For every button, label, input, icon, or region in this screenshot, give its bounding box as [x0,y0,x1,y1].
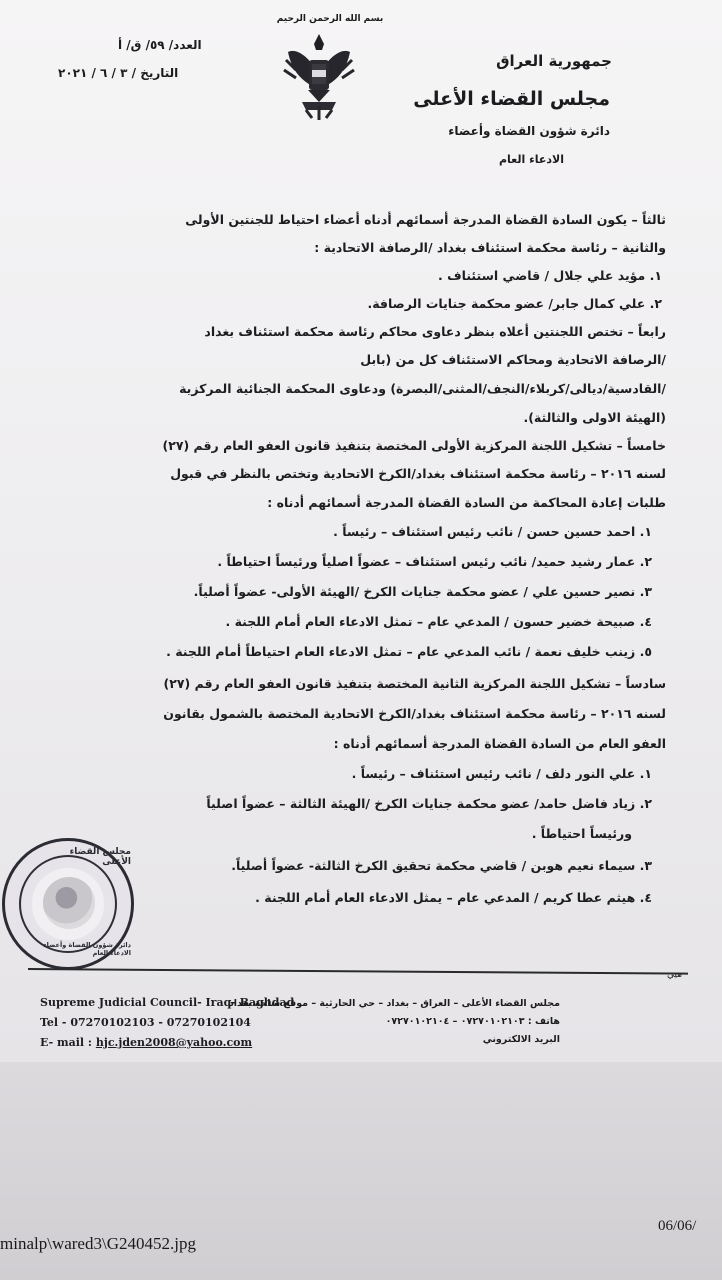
footer-org-english: Supreme Judicial Council- Iraq- Baghdad [40,996,295,1009]
body-line: ٢. عمار رشيد حميد/ نائب رئيس استئناف – عضواً اصلياً ورئيساً احتياطاً . [217,554,652,569]
body-line: ١. علي النور دلف / نائب رئيس استئناف – رئيساً . [351,766,652,781]
scan-file-path: minalp\wared3\G240452.jpg [0,1234,196,1253]
body-line: العفو العام من السادة القضاة المدرجة أسمائهم أدناه : [333,736,666,751]
scan-date: 06/06/ [658,1218,697,1234]
body-line: والثانية – رئاسة محكمة استئناف بغداد /الرصافة الاتحادية : [314,240,666,255]
footer-phone-arabic: هاتف : ٠٧٢٧٠١٠٢١٠٣ – ٠٧٢٧٠١٠٢١٠٤ [385,1016,560,1027]
body-line: سادساً – تشكيل اللجنة المركزية الثانية المختصة بتنفيذ قانون العفو العام رقم (٢٧) [163,676,666,691]
body-line: ورئيساً احتياطاً . [531,826,632,841]
iraq-eagle-emblem-icon [282,30,356,122]
body-line: ٤. صبيحة خضير حسون / المدعي عام – تمثل الادعاء العام أمام اللجنة . [225,614,652,629]
reference-number: العدد/ ٥٩/ ق/ أ [118,38,202,52]
country-title: جمهورية العراق [496,52,612,70]
body-line: ١. مؤيد علي جلال / قاضي استئناف . [438,268,662,283]
side-note: هيي [667,970,682,980]
seal-bottom-text: دائرة شؤون القضاة وأعضاء الادعاء العام [43,941,131,957]
seal-emblem-icon [43,877,95,929]
body-line: ٣. سيماء نعيم هوبن / قاضي محكمة تحقيق الكرخ الثالثة- عضواً أصلياً. [231,858,652,873]
body-line: رابعاً – تختص اللجنتين أعلاه بنظر دعاوى محاكم رئاسة محكمة استئناف بغداد [204,324,666,339]
body-line: ٢. زياد فاضل حامد/ عضو محكمة جنايات الكرخ /الهيئة الثالثة – عضواً اصلياً [206,796,652,811]
body-line: ١. احمد حسين حسن / نائب رئيس استئناف – رئيساً . [333,524,652,539]
body-line: ٣. نصير حسين علي / عضو محكمة جنايات الكرخ /الهيئة الأولى- عضواً أصلياً. [193,584,652,599]
body-line: لسنه ٢٠١٦ – رئاسة محكمة استئناف بغداد/الكرخ الاتحادية وتختص بالنظر في قبول [170,466,666,481]
body-line: (الهيئة الاولى والثالثة). [523,410,666,425]
body-line: ثالثاً – يكون السادة القضاة المدرجة أسمائهم أدناه أعضاء احتياط للجنتين الأولى [185,212,666,227]
body-line: خامساً – تشكيل اللجنة المركزية الأولى المختصة بتنفيذ قانون العفو العام رقم (٢٧) [162,438,666,453]
footer-email-arabic: البريد الالكتروني [482,1034,560,1045]
body-line: طلبات إعادة المحاكمة من السادة القضاة المدرجة أسمائهم أدناه : [267,495,666,510]
seal-top-text: مجلس القضاء الأعلى [69,847,131,867]
council-title: مجلس القضاء الأعلى [413,88,610,110]
footer-email-link[interactable]: hjc.jden2008@yahoo.com [95,1036,253,1049]
footer-email-row [40,1036,252,1049]
department-subtitle: الادعاء العام [498,153,564,166]
body-line: ٥. زينب خليف نعمة / نائب المدعي عام – تمثل الادعاء العام احتياطاً أمام اللجنة . [166,644,652,659]
reference-date: التاريخ / ٣ / ٦ / ٢٠٢١ [58,66,179,80]
official-seal-stamp [2,838,134,970]
body-line: لسنه ٢٠١٦ – رئاسة محكمة استئناف بغداد/الكرخ الاتحادية المختصة بالشمول بقانون [163,706,666,721]
basmala: بسم الله الرحمن الرحيم [276,14,384,24]
footer-email-label: E- mail : [40,1036,92,1049]
footer-phone-english: Tel - 07270102103 - 07270102104 [40,1016,251,1029]
body-line: /القادسية/ديالى/كربلاء/النجف/المثنى/البصرة) ودعاوى المحكمة الجنائية المركزية [179,381,666,396]
footer-divider [28,968,688,975]
footer-address-arabic: مجلس القضاء الأعلى – العراق – بغداد – حي الحارثية – موقع ساحة بغداد [228,998,560,1009]
body-line: ٢. علي كمال جابر/ عضو محكمة جنايات الرصافة. [367,296,662,311]
department-title: دائرة شؤون القضاة وأعضاء [448,124,610,138]
body-line: ٤. هيثم عطا كريم / المدعي عام – يمثل الادعاء العام أمام اللجنة . [255,890,652,905]
body-line: /الرصافة الاتحادية ومحاكم الاستئناف كل من (بابل [360,352,666,367]
